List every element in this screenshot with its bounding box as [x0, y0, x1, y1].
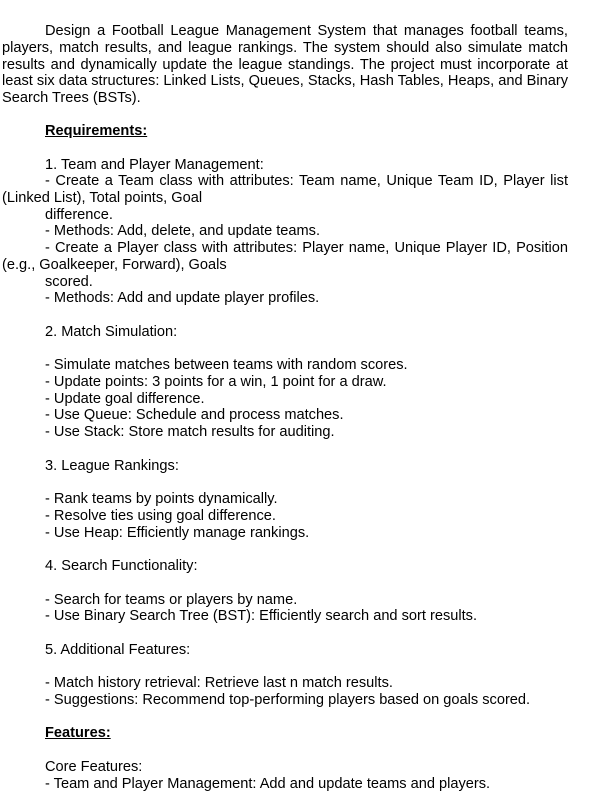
intro-line-5: Search Trees (BSTs). [2, 90, 141, 106]
requirements-heading: Requirements: [45, 123, 148, 139]
section-1-line-6: (e.g., Goalkeeper, Forward), Goals [2, 257, 227, 273]
intro-line-3: results and dynamically update the league standings. The project must incorporate at [2, 57, 568, 73]
list-item: - Match history retrieval: Retrieve last n match results. [45, 675, 393, 691]
list-item: - Update points: 3 points for a win, 1 point for a draw. [45, 374, 387, 390]
section-1-line-5: - Create a Player class with attributes: Player name, Unique Player ID, Position [45, 240, 568, 256]
list-item: - Search for teams or players by name. [45, 592, 298, 608]
list-item: - Team and Player Management: Add and update teams and players. [45, 776, 491, 792]
list-item: - Resolve ties using goal difference. [45, 508, 276, 524]
list-item: - Use Stack: Store match results for auditing. [45, 424, 335, 440]
list-item: - Update goal difference. [45, 391, 205, 407]
list-item: - Use Queue: Schedule and process matches. [45, 407, 344, 423]
list-item: - Use Binary Search Tree (BST): Efficiently search and sort results. [45, 608, 478, 624]
features-heading: Features: [45, 725, 111, 741]
list-item: - Simulate matches between teams with random scores. [45, 357, 408, 373]
section-5-title: 5. Additional Features: [45, 642, 191, 658]
section-1-line-3: difference. [45, 207, 113, 223]
intro-line-1: Design a Football League Management System that manages football teams, [45, 23, 568, 39]
section-1-line-1: - Create a Team class with attributes: Team name, Unique Team ID, Player list [45, 173, 568, 189]
section-1-title: 1. Team and Player Management: [45, 157, 264, 173]
list-item: - Suggestions: Recommend top-performing players based on goals scored. [45, 692, 531, 708]
section-3-title: 3. League Rankings: [45, 458, 179, 474]
intro-line-4: least six data structures: Linked Lists, Queues, Stacks, Hash Tables, Heaps, and Binary [2, 73, 568, 89]
section-1-line-8: - Methods: Add and update player profiles. [45, 290, 320, 306]
core-features-title: Core Features: [45, 759, 143, 775]
section-1-line-7: scored. [45, 274, 93, 290]
intro-line-2: players, match results, and league rankings. The system should also simulate match [2, 40, 568, 56]
list-item: - Rank teams by points dynamically. [45, 491, 278, 507]
section-1-line-2: (Linked List), Total points, Goal [2, 190, 203, 206]
section-2-title: 2. Match Simulation: [45, 324, 178, 340]
section-1-line-4: - Methods: Add, delete, and update teams. [45, 223, 321, 239]
section-4-title: 4. Search Functionality: [45, 558, 198, 574]
list-item: - Use Heap: Efficiently manage rankings. [45, 525, 310, 541]
